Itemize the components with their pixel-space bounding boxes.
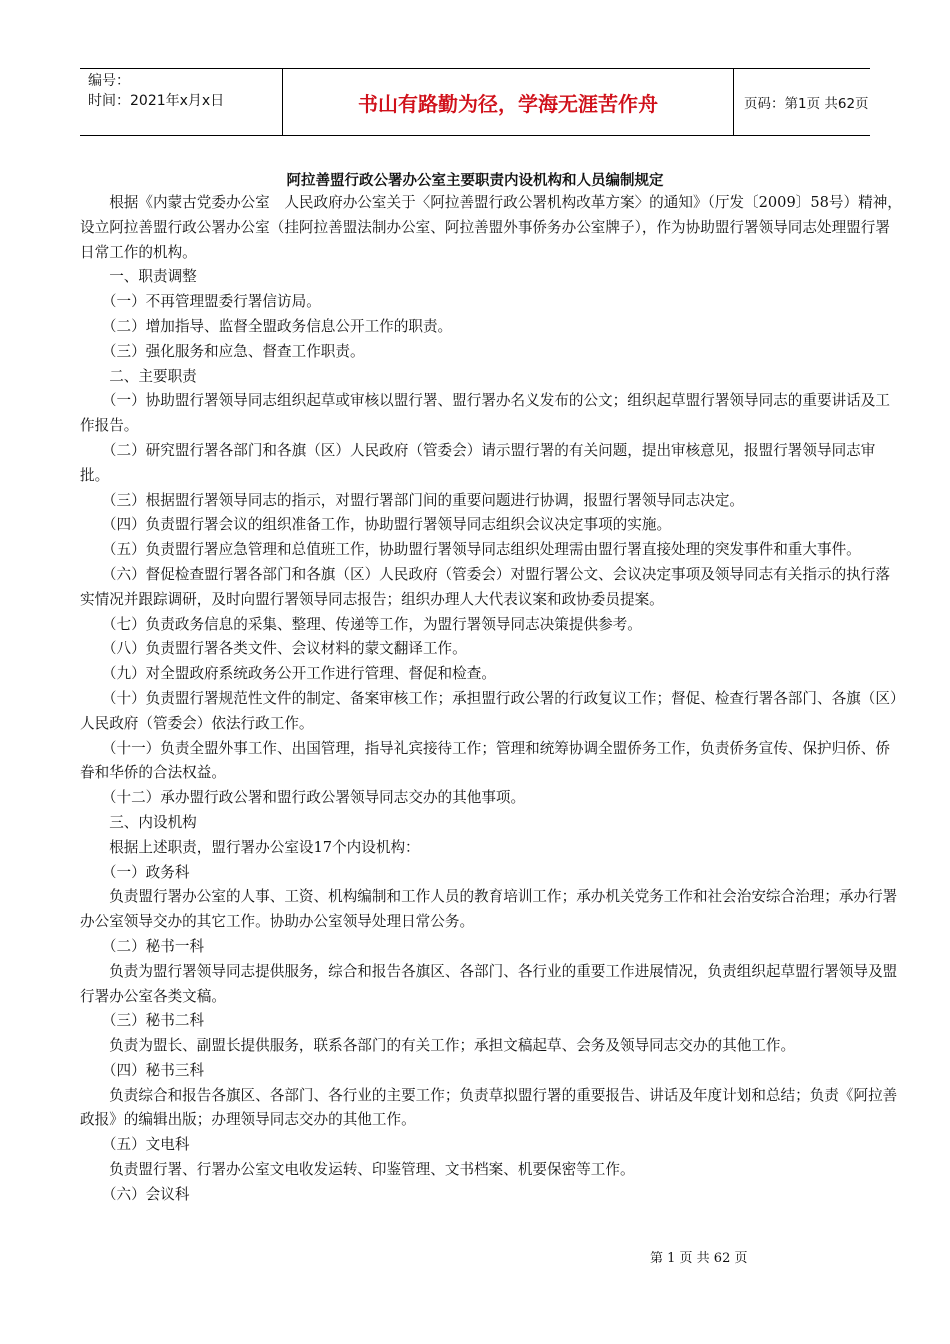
header-motto: 书山有路勤为径，学海无涯苦作舟 [282,69,734,135]
paragraph: 根据《内蒙古党委办公室 人民政府办公室关于〈阿拉善盟行政公署机构改革方案〉的通知》（厅发〔2009〕58号）精神，设立阿拉善盟行政公署办公室（挂阿拉善盟法制办公室、阿拉善盟外事侨务办公室牌子），作为协助盟行署领导同志处理盟行署日常工作的机构。 [80,194,902,261]
header-meta [80,69,282,135]
document-body [80,191,902,1208]
paragraph: （一）不再管理盟委行署信访局。 [80,293,321,311]
subsection-heading: （四）秘书三科 [80,1061,205,1079]
paragraph: 负责盟行署、行署办公室文电收发运转、印鉴管理、文书档案、机要保密等工作。 [80,1161,635,1179]
paragraph: （三）根据盟行署领导同志的指示，对盟行署部门间的重要问题进行协调，报盟行署领导同志决定。 [80,491,745,509]
paragraph: （一）协助盟行署领导同志组织起草或审核以盟行署、盟行署办名义发布的公文；组织起草盟行署领导同志的重要讲话及工作报告。 [80,392,890,435]
paragraph: （十）负责盟行署规范性文件的制定、备案审核工作；承担盟行政公署的行政复议工作；督促、检查行署各部门、各旗（区）人民政府（管委会）依法行政工作。 [80,689,898,732]
document-title: 阿拉善盟行政公署办公室主要职责内设机构和人员编制规定 [286,173,664,189]
paragraph: （八）负责盟行署各类文件、会议材料的蒙文翻译工作。 [80,640,467,658]
paragraph: 负责盟行署办公室的人事、工资、机构编制和工作人员的教育培训工作；承办机关党务工作和社会治安综合治理；承办行署办公室领导交办的其它工作。协助办公室领导处理日常公务。 [80,888,898,931]
subsection-heading: （三）秘书二科 [80,1012,205,1030]
paragraph: （十二）承办盟行政公署和盟行政公署领导同志交办的其他事项。 [80,789,526,807]
section-heading: 二、主要职责 [80,367,197,385]
page-footer: 第 1 页 共 62 页 [650,1251,748,1266]
page-header [80,68,870,136]
subsection-heading: （一）政务科 [80,863,190,881]
paragraph: 根据上述职责，盟行署办公室设17个内设机构： [80,838,420,856]
paragraph: 负责为盟行署领导同志提供服务，综合和报告各旗区、各部门、各行业的重要工作进展情况，负责组织起草盟行署领导及盟行署办公室各类文稿。 [80,962,898,1005]
paragraph: （四）负责盟行署会议的组织准备工作，协助盟行署领导同志组织会议决定事项的实施。 [80,516,672,534]
paragraph: 负责为盟长、副盟长提供服务，联系各部门的有关工作；承担文稿起草、会务及领导同志交办的其他工作。 [80,1037,796,1055]
section-heading: 三、内设机构 [80,813,197,831]
paragraph: （二）增加指导、监督全盟政务信息公开工作的职责。 [80,317,453,335]
header-page-info: 页码：第1页 共62页 [744,96,869,112]
subsection-heading: （五）文电科 [80,1136,190,1154]
document-time-label: 时间：2021年x月x日 [88,93,225,109]
paragraph: （十一）负责全盟外事工作、出国管理，指导礼宾接待工作；管理和统筹协调全盟侨务工作，负责侨务宣传、保护归侨、侨眷和华侨的合法权益。 [80,739,890,782]
document-number-label: 编号： [88,73,130,89]
subsection-heading: （二）秘书一科 [80,937,205,955]
subsection-heading: （六）会议科 [80,1185,190,1203]
section-heading: 一、职责调整 [80,268,197,286]
paragraph: （二）研究盟行署各部门和各旗（区）人民政府（管委会）请示盟行署的有关问题，提出审核意见，报盟行署领导同志审批。 [80,441,876,484]
paragraph: （三）强化服务和应急、督查工作职责。 [80,342,365,360]
paragraph: 负责综合和报告各旗区、各部门、各行业的主要工作；负责草拟盟行署的重要报告、讲话及年度计划和总结；负责《阿拉善政报》的编辑出版；办理领导同志交办的其他工作。 [80,1086,898,1129]
paragraph: （六）督促检查盟行署各部门和各旗（区）人民政府（管委会）对盟行署公文、会议决定事项及领导同志有关指示的执行落实情况并跟踪调研，及时向盟行署领导同志报告；组织办理人大代表议案和政协委员提案。 [80,565,890,608]
paragraph: （五）负责盟行署应急管理和总值班工作，协助盟行署领导同志组织处理需由盟行署直接处理的突发事件和重大事件。 [80,541,861,559]
paragraph: （九）对全盟政府系统政务公开工作进行管理、督促和检查。 [80,665,496,683]
paragraph: （七）负责政务信息的采集、整理、传递等工作，为盟行署领导同志决策提供参考。 [80,615,642,633]
